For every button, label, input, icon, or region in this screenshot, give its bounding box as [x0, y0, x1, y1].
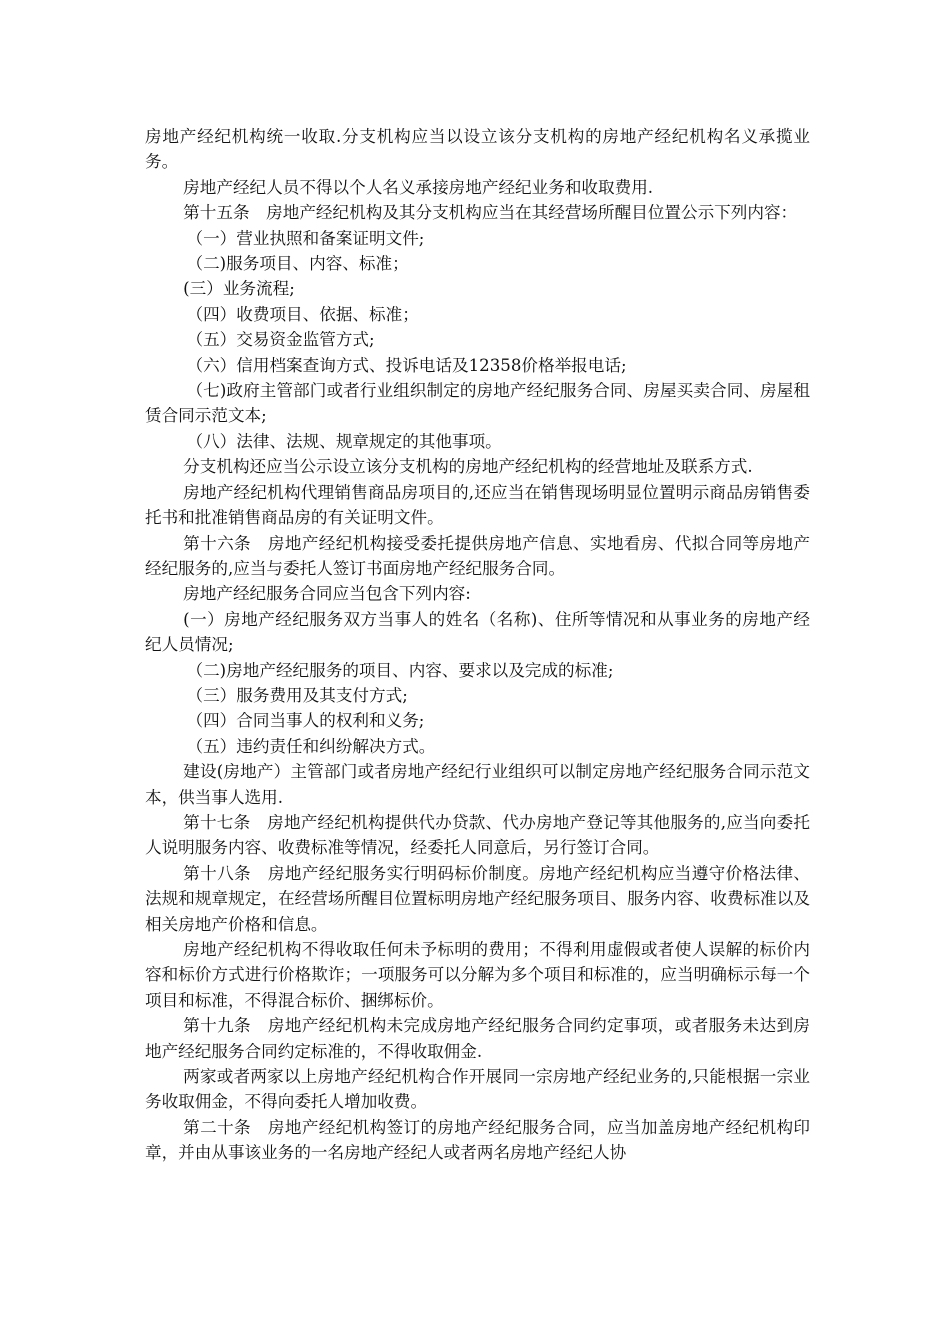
paragraph: 房地产经纪人员不得以个人名义承接房地产经纪业务和收取费用.: [183, 177, 654, 197]
list-item: （七)政府主管部门或者行业组织制定的房地产经纪服务合同、房屋买卖合同、房屋租赁合同示范文本;: [145, 381, 810, 426]
paragraph: 房地产经纪机构代理销售商品房项目的,还应当在销售现场明显位置明示商品房销售委托书和批准销售商品房的有关证明文件。: [145, 482, 810, 528]
paragraph: 建设(房地产）主管部门或者房地产经纪行业组织可以制定房地产经纪服务合同示范文本，供当事人选用.: [145, 762, 810, 807]
article-17: 第十七条 房地产经纪机构提供代办贷款、代办房地产登记等其他服务的,应当向委托人说明服务内容、收费标准等情况，经委托人同意后，另行签订合同。: [145, 812, 810, 858]
list-item: （四）合同当事人的权利和义务;: [186, 711, 425, 731]
paragraph: 房地产经纪服务合同应当包含下列内容:: [183, 584, 471, 604]
list-item: （三）服务费用及其支付方式;: [186, 685, 408, 705]
paragraph-continued: 房地产经纪机构统一收取.分支机构应当以设立该分支机构的房地产经纪机构名义承揽业务。: [145, 127, 810, 172]
list-item: （四）收费项目、依据、标准；: [186, 304, 419, 324]
paragraph: 房地产经纪机构不得收取任何未予标明的费用；不得利用虚假或者使人误解的标价内容和标价方式进行价格欺诈；一项服务可以分解为多个项目和标准的，应当明确标示每一个项目和标准，不得混合标价、捆绑标价。: [145, 940, 810, 1010]
paragraph: 分支机构还应当公示设立该分支机构的房地产经纪机构的经营地址及联系方式.: [183, 457, 753, 477]
article-19: 第十九条 房地产经纪机构未完成房地产经纪服务合同约定事项，或者服务未达到房地产经纪服务合同约定标准的，不得收取佣金.: [145, 1016, 810, 1061]
list-item: （二)服务项目、内容、标准；: [186, 254, 409, 274]
article-15: 第十五条 房地产经纪机构及其分支机构应当在其经营场所醒目位置公示下列内容：: [183, 203, 798, 223]
list-item: （八）法律、法规、规章规定的其他事项。: [186, 431, 502, 451]
list-item: (一）房地产经纪服务双方当事人的姓名（名称)、住所等情况和从事业务的房地产经纪人员情况;: [145, 609, 810, 655]
document-body: [145, 124, 810, 1166]
list-item: （五）交易资金监管方式;: [186, 330, 375, 350]
article-18: 第十八条 房地产经纪服务实行明码标价制度。房地产经纪机构应当遵守价格法律、法规和规章规定，在经营场所醒目位置标明房地产经纪服务项目、服务内容、收费标准以及相关房地产价格和信息。: [145, 863, 810, 934]
list-item: （一）营业执照和备案证明文件;: [186, 228, 425, 248]
list-item: （六）信用档案查询方式、投诉电话及12358价格举报电话;: [186, 355, 627, 375]
article-16: 第十六条 房地产经纪机构接受委托提供房地产信息、实地看房、代拟合同等房地产经纪服务的,应当与委托人签订书面房地产经纪服务合同。: [145, 533, 810, 578]
article-20: 第二十条 房地产经纪机构签订的房地产经纪服务合同，应当加盖房地产经纪机构印章，并由从事该业务的一名房地产经纪人或者两名房地产经纪人协: [145, 1117, 810, 1163]
list-item: (三）业务流程;: [183, 279, 295, 299]
list-item: （五）违约责任和纠纷解决方式。: [186, 736, 436, 756]
paragraph: 两家或者两家以上房地产经纪机构合作开展同一宗房地产经纪业务的,只能根据一宗业务收取佣金，不得向委托人增加收费。: [145, 1067, 810, 1112]
list-item: （二)房地产经纪服务的项目、内容、要求以及完成的标准;: [186, 660, 614, 680]
